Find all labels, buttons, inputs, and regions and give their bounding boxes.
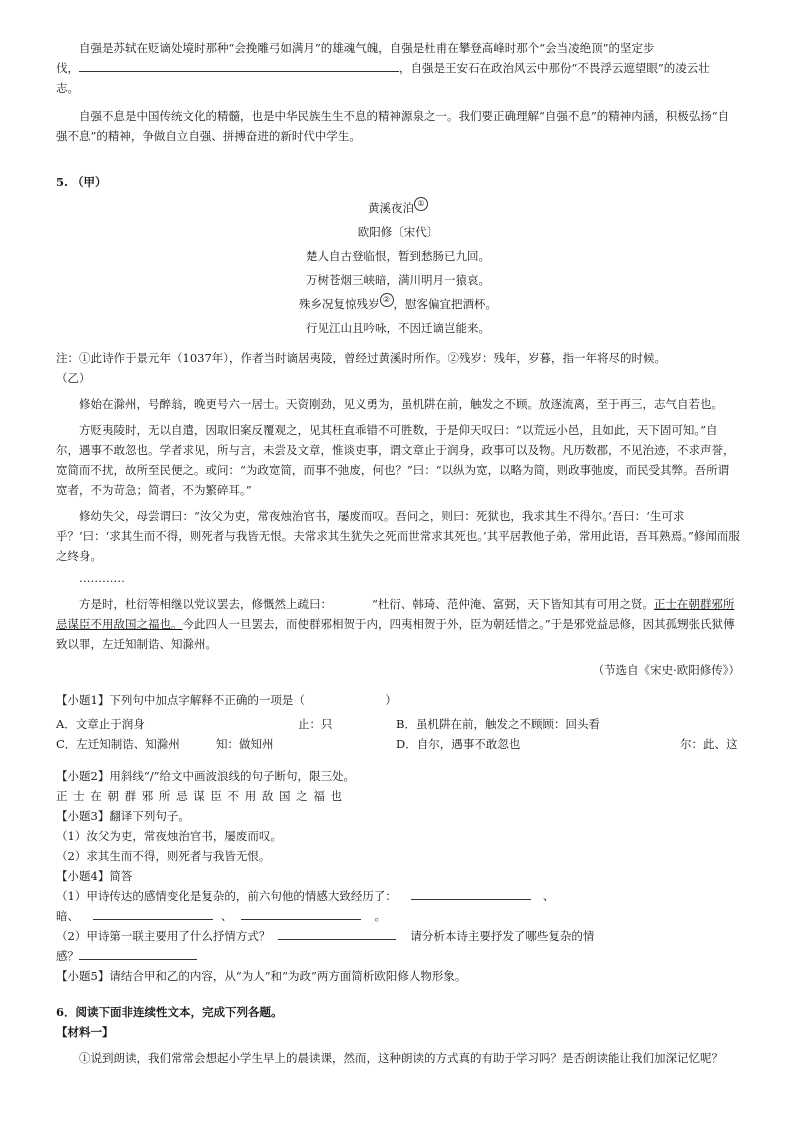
sub2-sentence[interactable]: 正 士 在 朝 群 邪 所 忌 谋 臣 不 用 敌 国 之 福 也 [56,789,343,803]
poem-line3 [56,292,740,316]
option-c-explanation: 知：做知州 [216,737,274,751]
yi-para4 [56,594,740,654]
yi-para4-wavy1: 正士 [653,597,677,611]
q6-section [56,1002,740,1068]
poem-line4: 行见江山且吟咏，不因迁谪岂能来。 [306,321,490,335]
options-row2 [56,734,740,754]
intro-para1-line2 [56,58,740,78]
intro-para1-text-d: 志。 [56,81,79,95]
answer-blank-sub4-2[interactable] [93,907,213,920]
poem-line3-a: 殊乡况复惊残岁 [299,297,380,311]
yi-para4-wavy2: 在朝群邪所忌谋臣不用敌国之福也。 [56,597,735,631]
q5-number: 5. [56,175,69,189]
q5-jia-label: （甲） [72,175,107,189]
yi-para4-b: “杜衍、韩琦、范仲淹、富弼，天下皆知其有可用之贤。 [372,597,654,611]
sub5-stem: 【小题5】请结合甲和乙的内容，从“为人”和“为政”两方面简析欧阳修人物形象。 [56,969,467,983]
yi-source: （节选自《宋史·欧阳修传》） [592,663,740,677]
poem-author: 欧阳修〔宋代〕 [357,225,439,239]
q6-material-label: 【材料一】 [56,1025,114,1039]
sub3-item2: （2）求其生而不得，则死者与我皆无恨。 [56,849,271,863]
poem-line1: 楚人自古登临恨，暂到愁肠已九回。 [306,249,490,263]
poem-line3-mark: ② [380,293,394,307]
option-a[interactable]: A．文章止于润身 [56,717,145,731]
intro-para1 [56,38,740,58]
sub3-item1: （1）汝父为吏，常夜烛治官书，屡废而叹。 [56,829,282,843]
sub4-item2-text: （2）甲诗第一联主要用了什么抒情方式？ [56,929,271,943]
yi-para4-a: 方是时，杜衍等相继以党议罢去，修慨然上疏曰： [79,597,332,611]
options-row1 [56,714,740,734]
sub4-item1 [56,886,740,906]
sub-questions [56,690,740,986]
q5-header [56,172,740,192]
sub4-item1-c: 、 [221,909,233,923]
sub4-item2-c: 感？ [56,949,79,963]
poem-line2: 万树苍烟三峡暗，满川明月一猿哀。 [306,273,490,287]
yi-text [56,394,740,680]
poem-title [56,196,740,220]
sub4-stem: 【小题4】简答 [56,869,133,883]
sub4-item1-b: 暗、 [56,909,79,923]
option-a-explanation: 止：只 [298,717,333,731]
yi-para4-c: 今此四人一旦罢去，而使群邪相贺于内，四夷相贺于外，臣为朝廷惜之。”于是邪党益忌修，因其孤甥张氏狱傅致以罪，左迁知制诰、知滁州。 [56,617,735,651]
poem-line3-b: ，慰客偏宜把酒杯。 [393,297,497,311]
yi-label: （乙） [56,371,91,385]
sub4-item1-end: 。 [374,909,386,923]
intro-para1-text-c: ，自强是王安石在政治风云中那份“不畏浮云遮望眼”的凌云壮 [399,61,710,75]
intro-para1-text-a: 自强是苏轼在贬谪处境时那种“会挽雕弓如满月”的雄魂气魄，自强是杜甫在攀登高峰时那个“会当凌绝顶”的坚定步 [79,41,655,55]
yi-para2: 方贬夷陵时，无以自遣，因取旧案反覆观之，见其枉直乖错不可胜数，于是仰天叹曰：“以荒远小邑，且如此，天下固可知。”自尔，遇事不敢忽也。学者求见，所与言，未尝及文章，惟谈吏事，谓文章止于润身，政事可以及物。凡历数郡，不见治迹，不求声誉，宽简而不扰，故所至民便之。或问：“为政宽简，而事不弛废，何也？”曰：“以纵为宽，以略为简，则政事弛废，而民受其弊。吾所谓宽者，不为苛急；简者，不为繁碎耳。” [56,423,735,497]
sub4-item1-text: （1）甲诗传达的感情变化是复杂的，前六句他的情感大致经历了： [56,889,397,903]
option-d[interactable]: D．自尔，遇事不敢忽也 [396,737,521,751]
poem-note-section [56,348,740,388]
q6-para1: ①说到朗读，我们常常会想起小学生早上的晨读课，然而，这种朗读的方式真的有助于学习吗？是否朗读能让我们加深记忆呢？ [79,1051,723,1065]
intro-section [56,38,740,146]
sub4-item1-line2 [56,906,740,926]
sub4-item2-line2 [56,946,740,966]
sub2-stem: 【小题2】用斜线“/”给文中画波浪线的句子断句，限三处。 [56,769,355,783]
yi-para3: 修幼失父，母尝谓曰：“汝父为吏，常夜烛治官书，屡废而叹。吾问之，则曰：死狱也，我求其生不得尔。’吾曰：‘生可求乎？’曰：‘求其生而不得，则死者与我皆无恨。夫常求其生犹失之死而世常求其死也。’其平居教他子弟，常用此语，吾耳熟焉。”修闻而服之终身。 [56,509,740,563]
answer-blank-sub4-1[interactable] [411,887,531,900]
sub4-item2 [56,926,740,946]
intro-para1-text-b: 伐， [56,61,79,75]
poem-note: 注：①此诗作于景元年（1037年），作者当时谪居夷陵，曾经过黄溪时所作。②残岁：残年，岁暮，指一年将尽的时候。 [56,351,667,365]
sub3-stem: 【小题3】翻译下列句子。 [56,809,190,823]
answer-blank-sub4-3[interactable] [241,907,361,920]
poem-title-text: 黄溪夜泊 [368,201,414,215]
answer-blank-sub4-5[interactable] [79,947,197,960]
sub1-stem: 【小题1】下列句中加点字解释不正确的一项是（ ） [56,693,397,707]
yi-ellipsis: ………… [79,571,125,585]
yi-para1: 修始在滁州，号醉翁，晚更号六一居士。天资刚劲，见义勇为，虽机阱在前，触发之不顾。放逐流离，至于再三，志气自若也。 [79,397,723,411]
sub4-item2-b: 请分析本诗主要抒发了哪些复杂的情 [410,929,595,943]
q6-title: 6．阅读下面非连续性文本，完成下列各题。 [56,1005,283,1019]
poem-note-mark: ① [414,197,428,211]
intro-para2: 自强不息是中国传统文化的精髓，也是中华民族生生不息的精神源泉之一。我们要正确理解“自强不息”的精神内涵，积极弘扬“自强不息”的精神，争做自立自强、拼搏奋进的新时代中学生。 [56,109,730,143]
option-d-explanation: 尔：此、这 [680,737,738,751]
poem [56,196,740,340]
answer-blank-sub4-4[interactable] [278,927,396,940]
option-c[interactable]: C．左迁知制诰、知滁州 [56,737,180,751]
sub4-item1-comma: 、 [542,889,555,903]
option-b[interactable]: B．虽机阱在前，触发之不顾顾：回头看 [396,717,600,731]
answer-blank-intro[interactable] [79,59,399,72]
